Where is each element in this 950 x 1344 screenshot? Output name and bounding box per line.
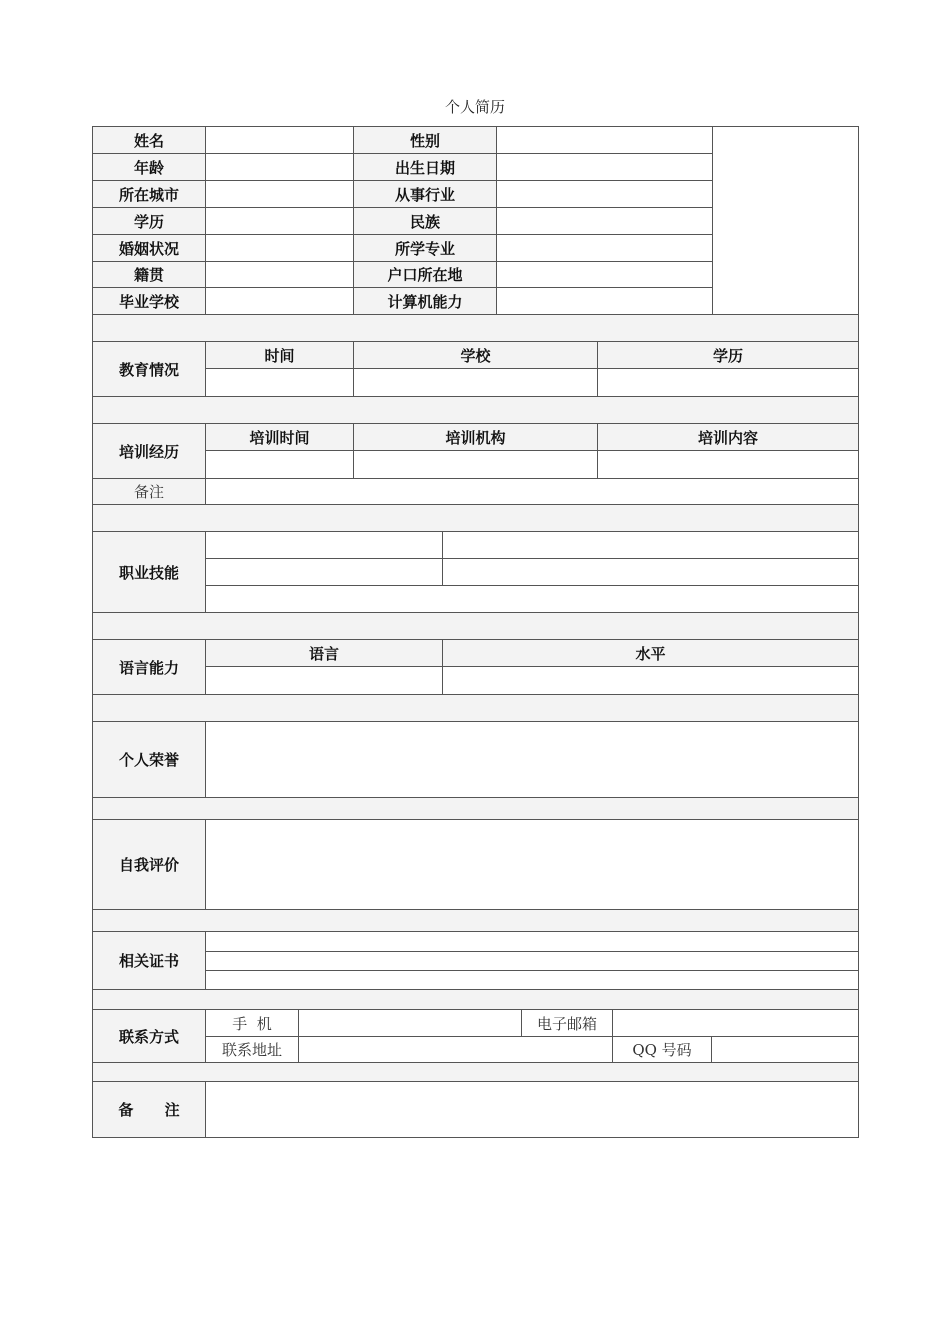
training-institution-field[interactable]: [353, 450, 598, 479]
education-header-time: 时间: [205, 341, 354, 369]
education-label: 学历: [92, 207, 206, 235]
training-time-field[interactable]: [205, 450, 354, 479]
language-header-level: 水平: [442, 639, 859, 667]
page-title: 个人简历: [444, 98, 505, 116]
industry-field[interactable]: [496, 180, 713, 208]
education-header-school: 学校: [353, 341, 598, 369]
ethnicity-label: 民族: [353, 207, 497, 235]
honors-field[interactable]: [205, 721, 859, 798]
remarks-section-label: 备 注: [92, 1081, 206, 1138]
marital-field[interactable]: [205, 234, 354, 262]
language-field[interactable]: [205, 666, 443, 695]
name-field[interactable]: [205, 126, 354, 154]
age-field[interactable]: [205, 153, 354, 181]
skill-field[interactable]: [205, 558, 443, 586]
certificate-field[interactable]: [205, 970, 859, 990]
native-field[interactable]: [205, 261, 354, 288]
hukou-field[interactable]: [496, 261, 713, 288]
city-label: 所在城市: [92, 180, 206, 208]
training-header-content: 培训内容: [597, 423, 859, 451]
age-label: 年龄: [92, 153, 206, 181]
skills-section-label: 职业技能: [92, 531, 206, 613]
self-eval-field[interactable]: [205, 819, 859, 910]
training-remark-label: 备注: [92, 478, 206, 505]
education-time-field[interactable]: [205, 368, 354, 397]
honors-section-label: 个人荣誉: [92, 721, 206, 798]
language-header-language: 语言: [205, 639, 443, 667]
gender-field[interactable]: [496, 126, 713, 154]
computer-label: 计算机能力: [353, 287, 497, 315]
spacer-row: [92, 989, 859, 1010]
hukou-label: 户口所在地: [353, 261, 497, 288]
ethnicity-field[interactable]: [496, 207, 713, 235]
spacer-row: [92, 909, 859, 932]
spacer-row: [92, 797, 859, 820]
gender-label: 性别: [353, 126, 497, 154]
spacer-row: [92, 396, 859, 424]
training-header-institution: 培训机构: [353, 423, 598, 451]
spacer-row: [92, 612, 859, 640]
training-header-time: 培训时间: [205, 423, 354, 451]
native-label: 籍贯: [92, 261, 206, 288]
language-section-label: 语言能力: [92, 639, 206, 695]
language-level-field[interactable]: [442, 666, 859, 695]
contact-section-label: 联系方式: [92, 1009, 206, 1063]
education-field[interactable]: [205, 207, 354, 235]
spacer-row: [92, 314, 859, 342]
qq-field[interactable]: [711, 1036, 859, 1063]
marital-label: 婚姻状况: [92, 234, 206, 262]
training-content-field[interactable]: [597, 450, 859, 479]
major-label: 所学专业: [353, 234, 497, 262]
skill-level-field[interactable]: [442, 558, 859, 586]
education-header-degree: 学历: [597, 341, 859, 369]
education-degree-field[interactable]: [597, 368, 859, 397]
photo-box[interactable]: [712, 126, 859, 315]
skill-level-field[interactable]: [442, 531, 859, 559]
spacer-row: [92, 504, 859, 532]
certificate-field[interactable]: [205, 951, 859, 971]
address-label: 联系地址: [205, 1036, 299, 1063]
education-school-field[interactable]: [353, 368, 598, 397]
phone-field[interactable]: [298, 1009, 522, 1037]
remarks-field[interactable]: [205, 1081, 859, 1138]
training-section-label: 培训经历: [92, 423, 206, 479]
name-label: 姓名: [92, 126, 206, 154]
spacer-row: [92, 694, 859, 722]
certificate-field[interactable]: [205, 931, 859, 952]
city-field[interactable]: [205, 180, 354, 208]
major-field[interactable]: [496, 234, 713, 262]
address-field[interactable]: [298, 1036, 613, 1063]
phone-label: 手 机: [205, 1009, 299, 1037]
school-field[interactable]: [205, 287, 354, 315]
birthdate-label: 出生日期: [353, 153, 497, 181]
certificates-section-label: 相关证书: [92, 931, 206, 990]
industry-label: 从事行业: [353, 180, 497, 208]
skill-extra-field[interactable]: [205, 585, 859, 613]
school-label: 毕业学校: [92, 287, 206, 315]
training-remark-field[interactable]: [205, 478, 859, 505]
qq-label: QQ 号码: [612, 1036, 712, 1063]
spacer-row: [92, 1062, 859, 1082]
email-field[interactable]: [612, 1009, 859, 1037]
email-label: 电子邮箱: [521, 1009, 613, 1037]
computer-field[interactable]: [496, 287, 713, 315]
birthdate-field[interactable]: [496, 153, 713, 181]
self-eval-section-label: 自我评价: [92, 819, 206, 910]
education-section-label: 教育情况: [92, 341, 206, 397]
skill-field[interactable]: [205, 531, 443, 559]
